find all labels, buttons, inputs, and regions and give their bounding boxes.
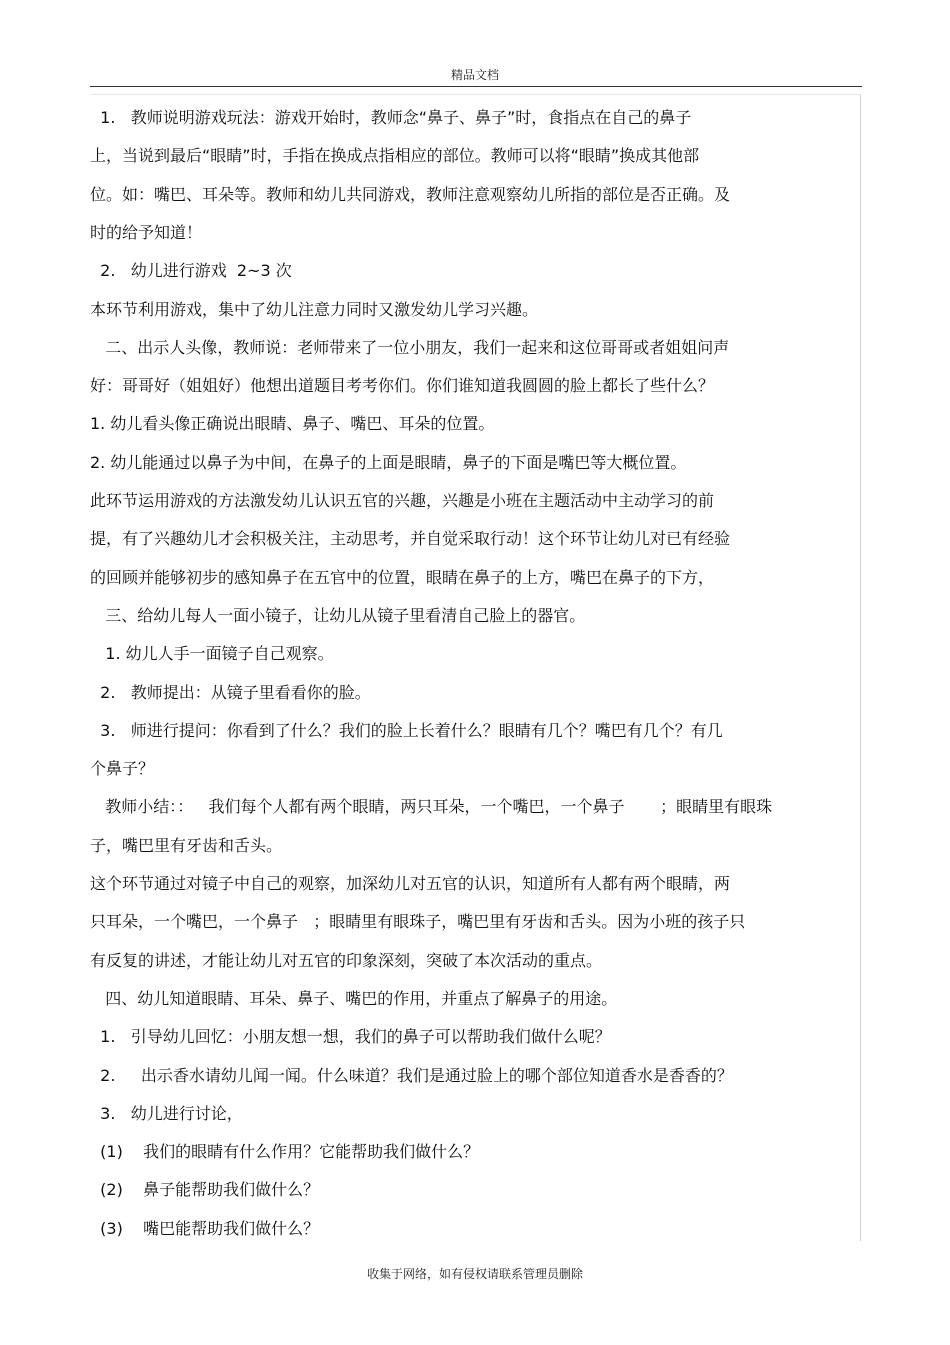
text-line: 只耳朵，一个嘴巴，一个鼻子 ；眼睛里有眼珠子，嘴巴里有牙齿和舌头。因为小班的孩子只 [90,912,746,931]
text-line: 3. 幼儿进行讨论， [90,1104,243,1123]
text-line: 提，有了兴趣幼儿才会积极关注，主动思考，并自觉采取行动！这个环节让幼儿对已有经验 [90,529,731,548]
text-line: 1. 幼儿人手一面镜子自己观察。 [90,644,334,663]
text-line: 时的给予知道！ [90,223,203,242]
text-line: 1. 教师说明游戏玩法：游戏开始时，教师念“鼻子、鼻子”时，食指点在自己的鼻子 [90,108,692,127]
text-line: 个鼻子？ [90,759,155,778]
text-line: 2. 幼儿能通过以鼻子为中间，在鼻子的上面是眼睛，鼻子的下面是嘴巴等大概位置。 [90,453,687,472]
text-line: 有反复的讲述，才能让幼儿对五官的印象深刻，突破了本次活动的重点。 [90,951,603,970]
text-line: 四、幼儿知道眼睛、耳朵、鼻子、嘴巴的作用，并重点了解鼻子的用途。 [90,989,618,1008]
text-line: 2. 幼儿进行游戏 2~3 次 [90,261,292,280]
text-line: (2) 鼻子能帮助我们做什么？ [90,1180,320,1199]
text-line: (1) 我们的眼睛有什么作用？它能帮助我们做什么？ [90,1142,480,1161]
text-line: 位。如：嘴巴、耳朵等。教师和幼儿共同游戏，教师注意观察幼儿所指的部位是否正确。及 [90,185,731,204]
text-line: 这个环节通过对镜子中自己的观察，加深幼儿对五官的认识，知道所有人都有两个眼睛，两 [90,874,731,893]
text-line: 上，当说到最后“眼睛”时，手指在换成点指相应的部位。教师可以将“眼睛”换成其他部 [90,146,700,165]
text-line: 1. 幼儿看头像正确说出眼睛、鼻子、嘴巴、耳朵的位置。 [90,414,495,433]
text-line: 1. 引导幼儿回忆：小朋友想一想，我们的鼻子可以帮助我们做什么呢？ [90,1027,611,1046]
page-header: 精品文档 [450,68,499,82]
text-line: 本环节利用游戏，集中了幼儿注意力同时又激发幼儿学习兴趣。 [90,300,539,319]
text-line: 二、出示人头像，教师说：老师带来了一位小朋友，我们一起来和这位哥哥或者姐姐问声 [90,338,730,357]
text-line: 2. 教师提出：从镜子里看看你的脸。 [90,683,371,702]
text-line: 好：哥哥好（姐姐好）他想出道题目考考你们。你们谁知道我圆圆的脸上都长了些什么？ [90,376,715,395]
text-line: 3. 师进行提问：你看到了什么？我们的脸上长着什么？眼睛有几个？嘴巴有几个？有几 [90,721,723,740]
text-line: 的回顾并能够初步的感知鼻子在五官中的位置，眼睛在鼻子的上方，嘴巴在鼻子的下方， [90,568,715,587]
text-line: (3) 嘴巴能帮助我们做什么？ [90,1219,320,1238]
page-footer: 收集于网络，如有侵权请联系管理员删除 [366,1267,583,1281]
text-line: 三、给幼儿每人一面小镜子，让幼儿从镜子里看清自己脸上的器官。 [90,606,586,625]
text-line: 教师小结：： 我们每个人都有两个眼睛，两只耳朵，一个嘴巴，一个鼻子 ；眼睛里有眼珠 [90,797,773,816]
text-line: 此环节运用游戏的方法激发幼儿认识五官的兴趣，兴趣是小班在主题活动中主动学习的前 [90,491,715,510]
text-line: 子，嘴巴里有牙齿和舌头。 [90,836,283,855]
text-line: 2. 出示香水请幼儿闻一闻。什么味道？我们是通过脸上的哪个部位知道香水是香香的？ [90,1066,733,1085]
header-divider [90,86,862,87]
